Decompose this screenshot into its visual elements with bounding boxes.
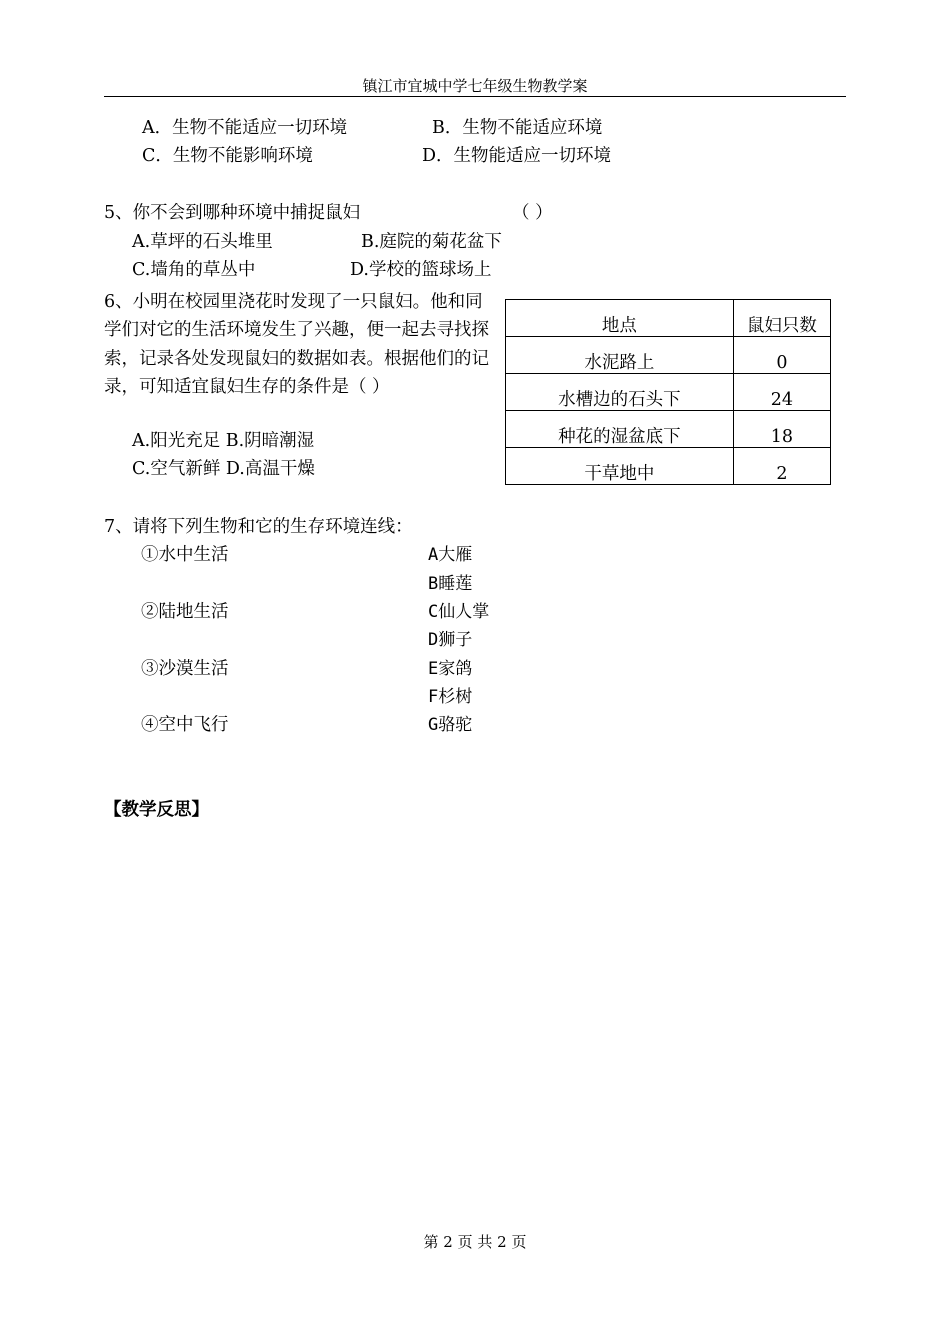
header-divider	[104, 96, 846, 97]
q5-option-a: A.草坪的石头堆里	[132, 232, 273, 252]
table-row	[506, 411, 831, 448]
q5-answer-blank: （ ）	[512, 203, 553, 223]
q6-stem: 6、小明在校园里浇花时发现了一只鼠妇。他和同学们对它的生活环境发生了兴趣，便一起去寻找探索，记录各处发现鼠妇的数据如表。根据他们的记录，可知适宜鼠妇生存的条件是（ ）	[104, 292, 489, 397]
q7-organism-item: D狮子	[428, 630, 473, 650]
q7-organism-item: A大雁	[428, 545, 473, 565]
q4-option-b: B．生物不能适应环境	[432, 118, 603, 138]
q7-stem: 7、请将下列生物和它的生存环境连线：	[104, 517, 413, 537]
q4-option-c: C．生物不能影响环境	[142, 146, 313, 166]
q6-options-cd: C.空气新鲜 D.高温干燥	[132, 459, 315, 479]
table-cell-count: 24	[733, 374, 830, 411]
table-cell-location: 种花的湿盆底下	[506, 411, 734, 448]
table-row	[506, 448, 831, 485]
table-cell-count: 2	[733, 448, 830, 485]
woodlouse-count-table	[505, 299, 831, 485]
q7-habitat-item: ④空中飞行	[141, 715, 229, 735]
q5-stem: 5、你不会到哪种环境中捕捉鼠妇	[104, 203, 361, 223]
q7-habitat-item: ①水中生活	[141, 545, 229, 565]
table-cell-location: 水泥路上	[506, 337, 734, 374]
q7-habitat-item: ②陆地生活	[141, 602, 229, 622]
table-cell-location: 干草地中	[506, 448, 734, 485]
table-row	[506, 337, 831, 374]
q5-option-b: B.庭院的菊花盆下	[361, 232, 502, 252]
q4-option-a: A．生物不能适应一切环境	[142, 118, 348, 138]
q7-organism-item: B睡莲	[428, 574, 473, 594]
q6-options-ab: A.阳光充足 B.阴暗潮湿	[132, 431, 315, 451]
q7-organism-item: G骆驼	[428, 715, 473, 735]
table-row	[506, 374, 831, 411]
table-cell-location: 水槽边的石头下	[506, 374, 734, 411]
page-header: 镇江市宜城中学七年级生物教学案	[362, 77, 588, 95]
page-footer: 第 2 页 共 2 页	[423, 1233, 527, 1251]
table-header-row	[506, 300, 831, 337]
table-cell-count: 18	[733, 411, 830, 448]
table-header-count: 鼠妇只数	[733, 300, 830, 337]
q5-option-d: D.学校的篮球场上	[350, 260, 492, 280]
q5-option-c: C.墙角的草丛中	[132, 260, 256, 280]
table-header-location: 地点	[506, 300, 734, 337]
q7-organism-item: F杉树	[428, 687, 473, 707]
q7-habitat-item: ③沙漠生活	[141, 659, 229, 679]
q4-option-d: D．生物能适应一切环境	[422, 146, 612, 166]
q7-organism-item: C仙人掌	[428, 602, 490, 622]
reflection-heading: 【教学反思】	[104, 800, 209, 820]
table-cell-count: 0	[733, 337, 830, 374]
q7-organism-item: E家鸽	[428, 659, 473, 679]
